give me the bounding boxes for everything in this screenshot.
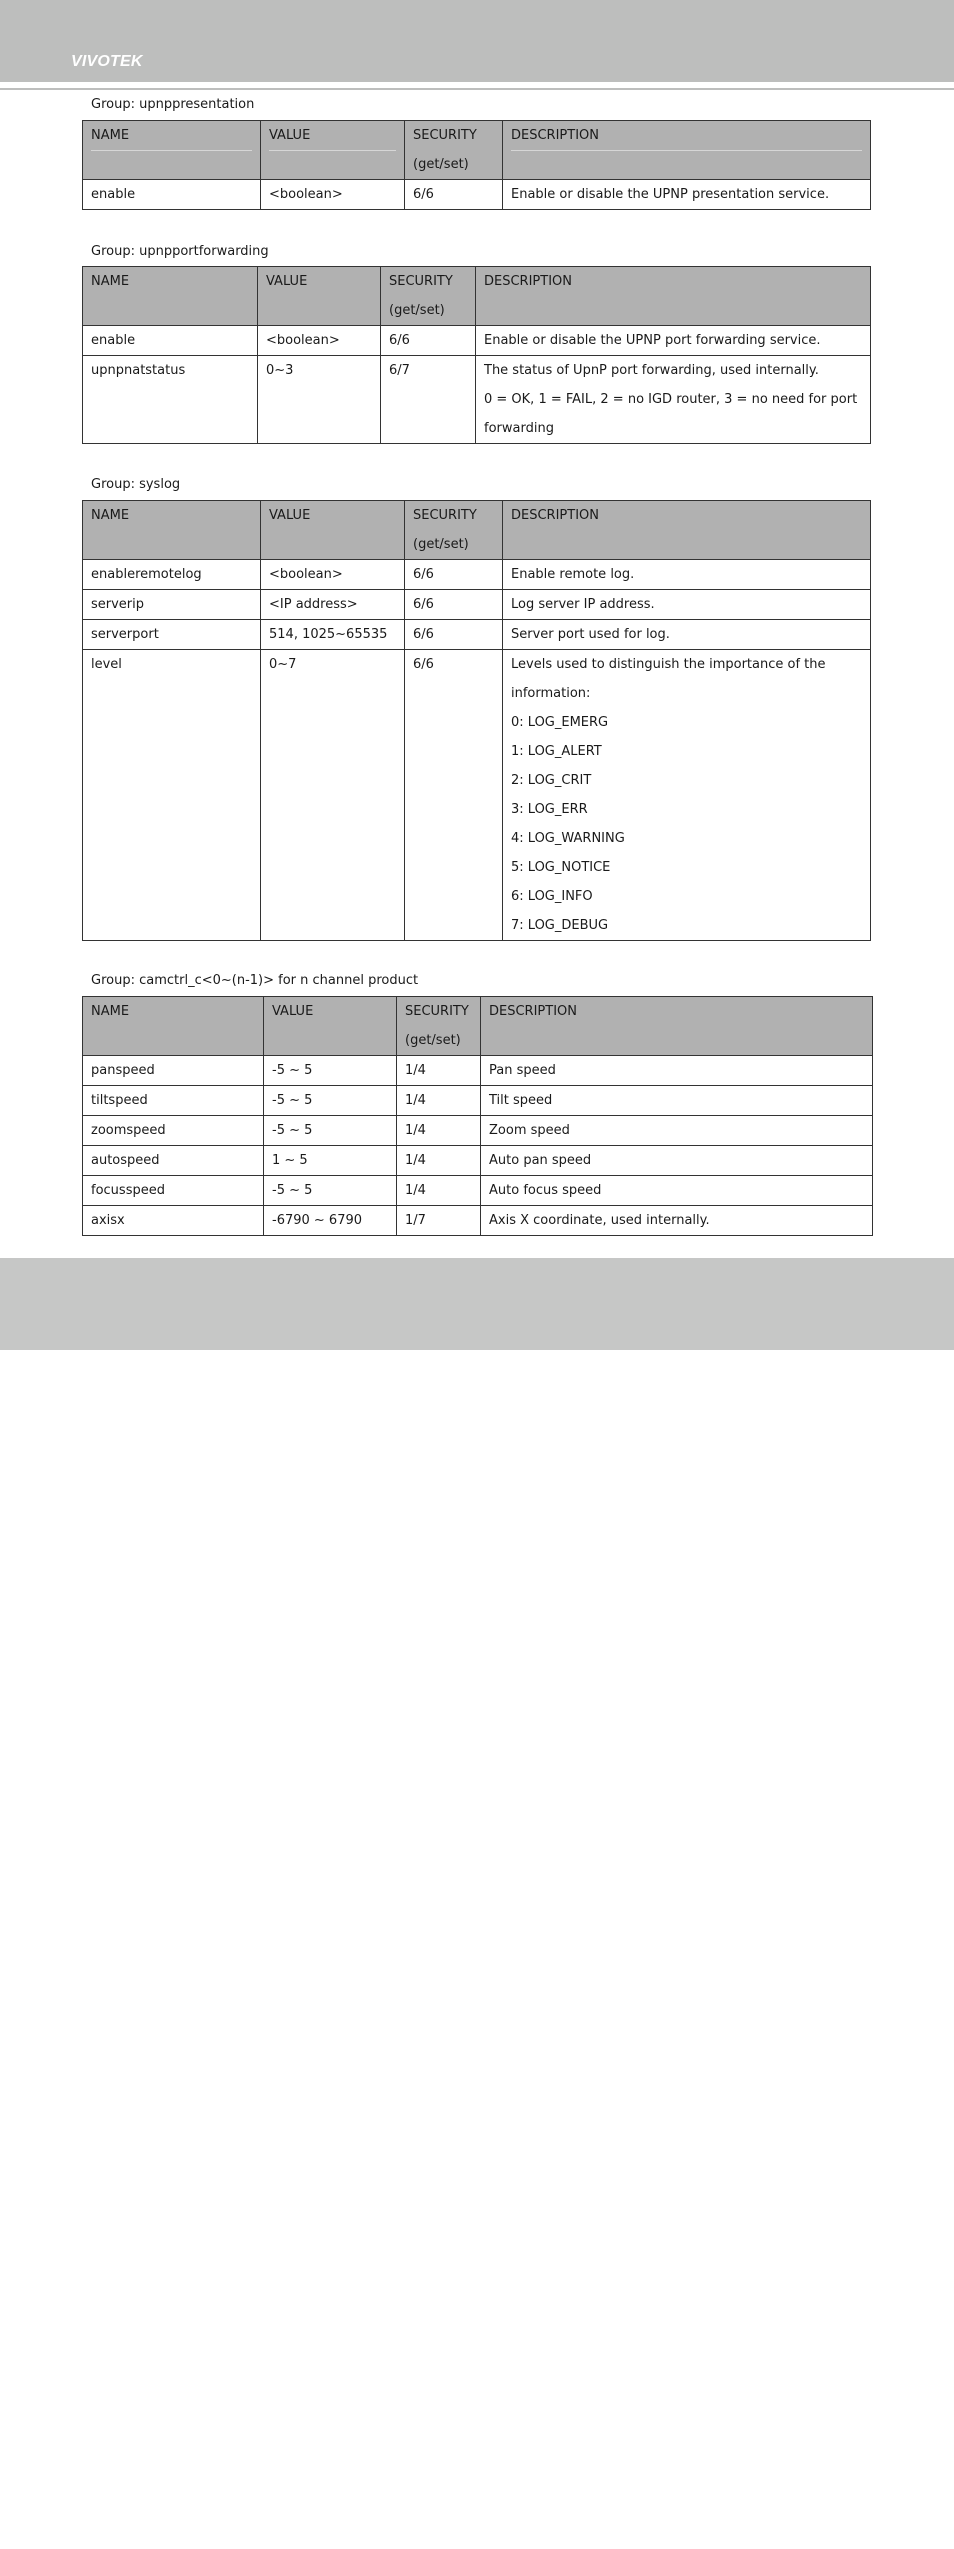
table-header-row <box>83 997 873 1056</box>
table-row <box>83 650 871 941</box>
table-row <box>83 326 871 356</box>
header-description: DESCRIPTION <box>503 501 871 560</box>
cell-description: Auto pan speed <box>481 1146 873 1176</box>
group-title-camctrl: Group: camctrl_c<0~(n-1)> for n channel product <box>91 973 419 988</box>
cell-security: 1/7 <box>397 1206 481 1236</box>
cell-security: 6/6 <box>405 590 503 620</box>
cell-name: panspeed <box>83 1056 264 1086</box>
cell-description: Enable or disable the UPNP presentation service. <box>503 180 871 210</box>
cell-name: axisx <box>83 1206 264 1236</box>
description-line: 5: LOG_NOTICE <box>511 860 611 875</box>
cell-name: serverip <box>83 590 261 620</box>
cell-description: Enable remote log. <box>503 560 871 590</box>
cell-security: 6/6 <box>381 326 476 356</box>
cell-value: <boolean> <box>261 560 405 590</box>
cell-description: Pan speed <box>481 1056 873 1086</box>
param-table-upnpportforwarding <box>82 266 871 444</box>
table-header-row <box>83 501 871 560</box>
cell-security: 1/4 <box>397 1176 481 1206</box>
description-line: 3: LOG_ERR <box>511 802 588 817</box>
cell-value: 1 ~ 5 <box>264 1146 397 1176</box>
table-row <box>83 180 871 210</box>
cell-description: Auto focus speed <box>481 1176 873 1206</box>
header-name: NAME <box>83 997 264 1056</box>
cell-value: -5 ~ 5 <box>264 1086 397 1116</box>
table-row <box>83 1116 873 1146</box>
cell-value: 0~7 <box>261 650 405 941</box>
header-value: VALUE <box>264 997 397 1056</box>
cell-security: 6/6 <box>405 560 503 590</box>
cell-value: <IP address> <box>261 590 405 620</box>
cell-name: enableremotelog <box>83 560 261 590</box>
description-line: forwarding <box>484 421 554 436</box>
header-value: VALUE <box>261 121 405 180</box>
table-row <box>83 1176 873 1206</box>
cell-description: Enable or disable the UPNP port forwarding service. <box>476 326 871 356</box>
cell-name: focusspeed <box>83 1176 264 1206</box>
header-name: NAME <box>83 501 261 560</box>
description-line: 0: LOG_EMERG <box>511 715 609 730</box>
description-line: 4: LOG_WARNING <box>511 831 625 846</box>
table-row <box>83 1056 873 1086</box>
cell-description: Log server IP address. <box>503 590 871 620</box>
group-title-syslog: Group: syslog <box>91 477 181 492</box>
cell-value: -5 ~ 5 <box>264 1116 397 1146</box>
header-security: SECURITY (get/set) <box>397 997 481 1056</box>
description-line: information: <box>511 686 591 701</box>
cell-security: 1/4 <box>397 1056 481 1086</box>
page-number-label: 104 - User's Manual <box>69 2533 194 2549</box>
param-table-camctrl <box>82 996 873 1236</box>
cell-security: 6/6 <box>405 180 503 210</box>
group-title-upnppresentation: Group: upnppresentation <box>91 97 255 112</box>
table-row <box>83 590 871 620</box>
header-description: DESCRIPTION <box>503 121 871 180</box>
description-line: 7: LOG_DEBUG <box>511 918 609 933</box>
description-line: 1: LOG_ALERT <box>511 744 602 759</box>
description-line: 0 = OK, 1 = FAIL, 2 = no IGD router, 3 = no need for port <box>484 392 858 407</box>
header-value: VALUE <box>258 267 381 326</box>
table-row <box>83 560 871 590</box>
table-row <box>83 1146 873 1176</box>
table-row <box>83 1086 873 1116</box>
cell-security: 1/4 <box>397 1086 481 1116</box>
cell-value: <boolean> <box>258 326 381 356</box>
cell-name: zoomspeed <box>83 1116 264 1146</box>
param-table-syslog <box>82 500 871 941</box>
cell-security: 6/6 <box>405 620 503 650</box>
cell-name: upnpnatstatus <box>83 356 258 444</box>
cell-value: -5 ~ 5 <box>264 1056 397 1086</box>
header-security: SECURITY (get/set) <box>381 267 476 326</box>
cell-value: 0~3 <box>258 356 381 444</box>
cell-value: <boolean> <box>261 180 405 210</box>
cell-name: enable <box>83 326 258 356</box>
description-line: Levels used to distinguish the importance of the <box>511 657 826 672</box>
table-header-row <box>83 267 871 326</box>
cell-description <box>476 356 871 444</box>
header-name: NAME <box>83 267 258 326</box>
description-line: 6: LOG_INFO <box>511 889 593 904</box>
header-value: VALUE <box>261 501 405 560</box>
header-security: SECURITY (get/set) <box>405 501 503 560</box>
cell-description: Server port used for log. <box>503 620 871 650</box>
cell-value: -6790 ~ 6790 <box>264 1206 397 1236</box>
cell-description <box>503 650 871 941</box>
table-row <box>83 1206 873 1236</box>
cell-name: tiltspeed <box>83 1086 264 1116</box>
cell-security: 1/4 <box>397 1146 481 1176</box>
table-row <box>83 620 871 650</box>
brand-logo: VIVOTEK <box>71 53 143 70</box>
param-table-upnppresentation <box>82 120 871 210</box>
table-row <box>83 356 871 444</box>
table-header-row <box>83 121 871 180</box>
cell-value: 514, 1025~65535 <box>261 620 405 650</box>
cell-value: -5 ~ 5 <box>264 1176 397 1206</box>
cell-name: autospeed <box>83 1146 264 1176</box>
header-divider <box>0 88 954 90</box>
cell-description: Zoom speed <box>481 1116 873 1146</box>
description-line: The status of UpnP port forwarding, used internally. <box>484 363 819 378</box>
cell-name: level <box>83 650 261 941</box>
cell-security: 1/4 <box>397 1116 481 1146</box>
header-description: DESCRIPTION <box>481 997 873 1056</box>
cell-security: 6/6 <box>405 650 503 941</box>
cell-description: Axis X coordinate, used internally. <box>481 1206 873 1236</box>
footer-bar <box>0 1258 954 2549</box>
cell-name: enable <box>83 180 261 210</box>
header-description: DESCRIPTION <box>476 267 871 326</box>
group-title-upnpportforwarding: Group: upnpportforwarding <box>91 244 269 259</box>
header-name: NAME <box>83 121 261 180</box>
header-bar <box>0 0 954 82</box>
cell-security: 6/7 <box>381 356 476 444</box>
cell-name: serverport <box>83 620 261 650</box>
cell-description: Tilt speed <box>481 1086 873 1116</box>
header-security: SECURITY (get/set) <box>405 121 503 180</box>
description-line: 2: LOG_CRIT <box>511 773 592 788</box>
